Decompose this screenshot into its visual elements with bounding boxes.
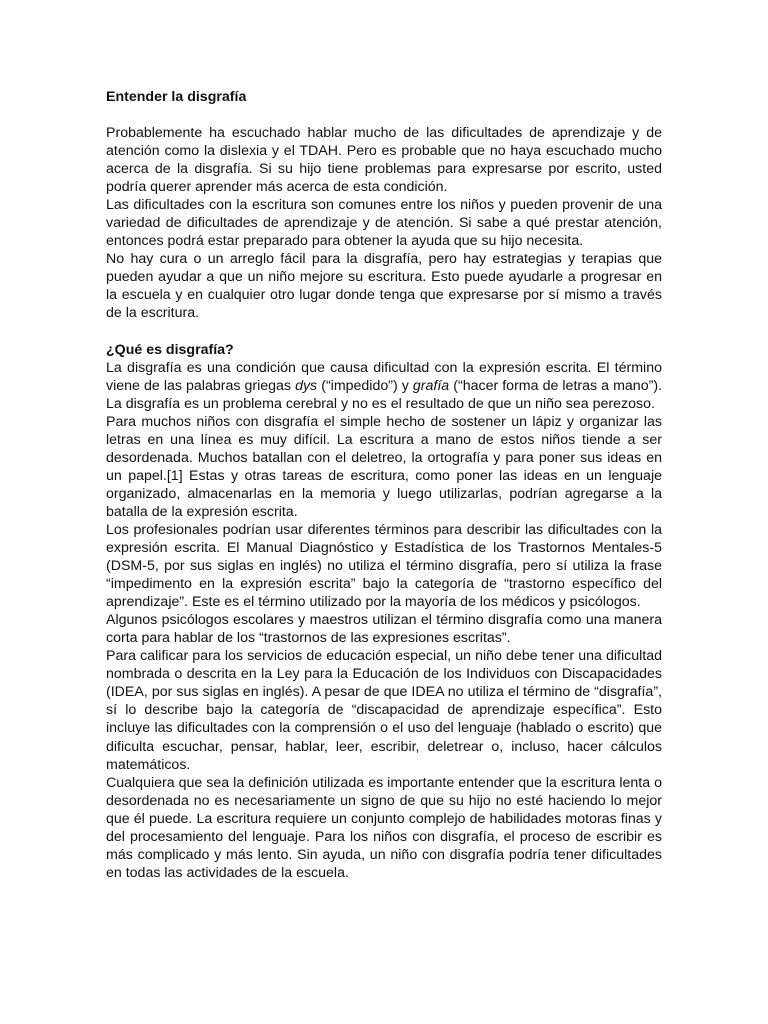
body-paragraph-5: Cualquiera que sea la definición utilizada es importante entender que la escritura lenta o desordenada no es necesariamente un signo de que su hijo no esté haciendo lo mejor que él puede. La escritura requiere un conjunto complejo de habilidades motoras finas y del procesamiento del lenguaje. Para los niños con disgrafía, el proceso de escribir es más complicado y más lento. Sin ayuda, un niño con disgrafía podría tener dificultades en todas las actividades de la escuela.: [106, 774, 662, 881]
term-grafia: grafía: [412, 377, 450, 394]
body-paragraph-3: Algunos psicólogos escolares y maestros utilizan el término disgrafía como una manera corta para hablar de los “trastornos de las expresiones escritas”.: [106, 612, 662, 647]
body-paragraph-1: Para muchos niños con disgrafía el simple hecho de sostener un lápiz y organizar las letras en una línea es muy difícil. La escritura a mano de estos niños tiende a ser desordenada. Muchos batallan con el deletreo, la ortografía y para poner sus ideas en un papel.[1] Estas y otras tareas de escritura, como poner las ideas en un lenguaje organizado, almacenarlas en la memoria y luego utilizarlas, podrían agregarse a la batalla de la expresión escrita.: [106, 413, 662, 520]
definition-text-1: La disgrafía es una condición que causa dificultad con la expresión escrita. El término viene de las palabras griegas: [106, 359, 662, 394]
body-paragraph-4: Para calificar para los servicios de educación especial, un niño debe tener una dificultad nombrada o descrita en la Ley para la Educación de los Individuos con Discapacidades (IDEA, por sus siglas en inglés). A pesar de que IDEA no utiliza el término de “disgrafía”, sí lo describe bajo la categoría de “discapacidad de aprendizaje específica”. Esto incluye las dificultades con la comprensión o el uso del lenguaje (hablado o escrito) que dificulta escuchar, pensar, hablar, leer, escribir, deletrear o, incluso, hacer cálculos matemáticos.: [106, 648, 662, 773]
document-title: Entender la disgrafía: [106, 89, 247, 105]
section-spacer: [106, 323, 662, 341]
section-title: ¿Qué es disgrafía?: [106, 341, 234, 358]
intro-paragraph-3: No hay cura o un arreglo fácil para la disgrafía, pero hay estrategias y terapias que pueden ayudar a que un niño mejore su escritura. Esto puede ayudarle a progresar en la escuela y en cualquier otro lugar donde tenga que expresarse por sí mismo a través de la escritura.: [106, 251, 662, 322]
term-dys: dys: [295, 377, 318, 394]
body-paragraph-2: Los profesionales podrían usar diferentes términos para describir las dificultades con la expresión escrita. El Manual Diagnóstico y Estadística de los Trastornos Mentales-5 (DSM-5, por sus siglas en inglés) no utiliza el término disgrafía, pero sí utiliza la frase “impedimento en la expresión escrita” bajo la categoría de “trastorno específico del aprendizaje”. Este es el término utilizado por la mayoría de los médicos y psicólogos.: [106, 521, 662, 611]
intro-paragraph-1: Probablemente ha escuchado hablar mucho de las dificultades de aprendizaje y de atención como la dislexia y el TDAH. Pero es probable que no haya escuchado mucho acerca de la disgrafía. Si su hijo tiene problemas para expresarse por escrito, usted podría querer aprender más acerca de esta condición.: [106, 125, 662, 196]
definition-text-2: (“impedido”) y: [317, 377, 413, 394]
definition-text-3: (“hacer forma de letras a mano”). La disgrafía es un problema cerebral y no es el resultado de que un niño sea perezoso.: [106, 377, 662, 412]
document-page: [106, 88, 662, 882]
definition-paragraph: [106, 359, 662, 413]
intro-paragraph-2: Las dificultades con la escritura son comunes entre los niños y pueden provenir de una variedad de dificultades de aprendizaje y de atención. Si sabe a qué prestar atención, entonces podrá estar preparado para obtener la ayuda que su hijo necesita.: [106, 197, 662, 250]
